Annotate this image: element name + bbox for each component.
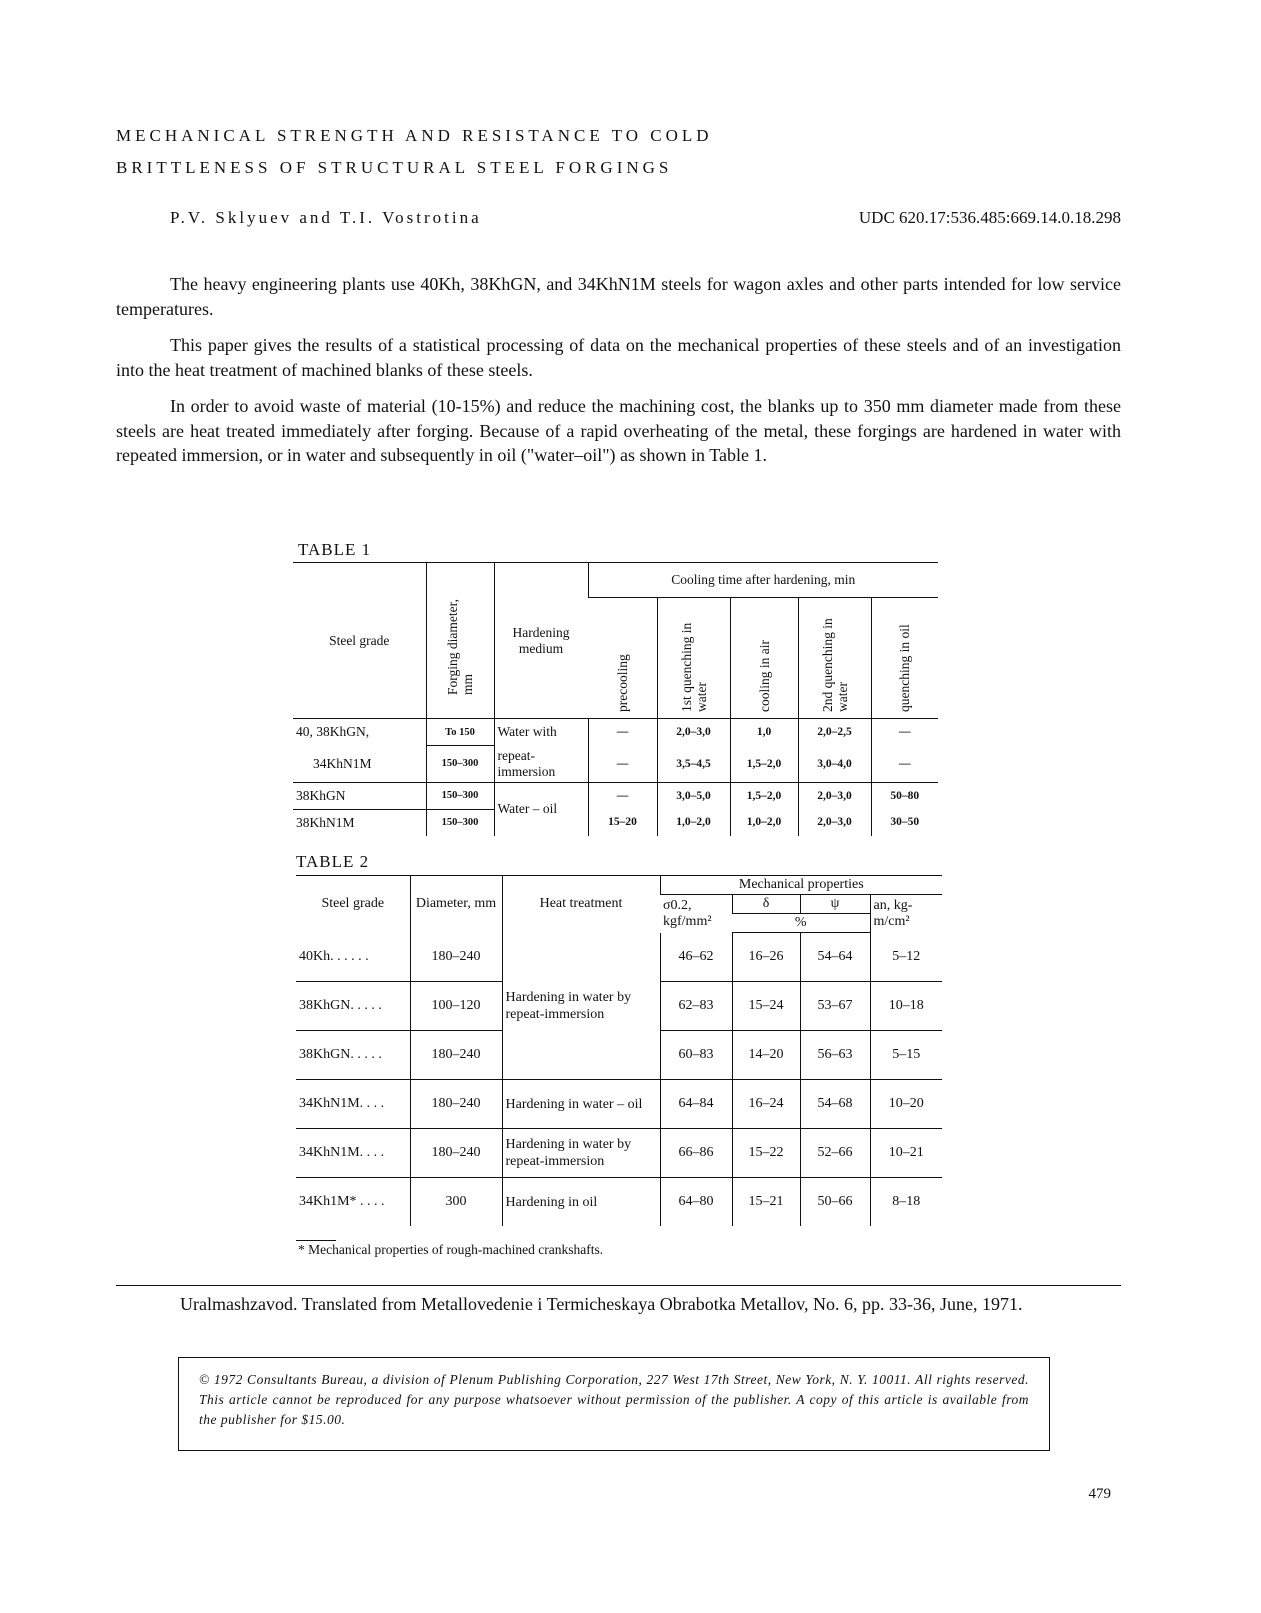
copyright-box: © 1972 Consultants Bureau, a division of Plenum Publishing Corporation, 227 West 17th Street, New York, N. Y. 10011. All rights reserved. This article cannot be reproduced for any purpose whatsoever without permission of the publisher. A copy of this article is available from the publisher for $15.00.: [178, 1357, 1050, 1451]
table1-caption: TABLE 1: [298, 540, 372, 559]
t1-header-steel-grade: Steel grade: [293, 563, 426, 719]
t1-header-cooling-group: Cooling time after hardening, min: [588, 563, 938, 598]
t2-header-mech-group: Mechanical properties: [660, 876, 942, 895]
table-row: 34KhN1M. . . . 180–240 Hardening in water by repeat-immersion 66–86 15–22 52–66 10–21: [296, 1129, 942, 1178]
t1-header-cooling-air: cooling in air: [730, 598, 798, 719]
table-row: 38KhGN. . . . . 100–120 62–83 15–24 53–67 10–18: [296, 982, 942, 1031]
authors: P.V. Sklyuev and T.I. Vostrotina: [170, 208, 482, 227]
t1-header-precooling: precooling: [588, 598, 657, 719]
udc-code: UDC 620.17:536.485:669.14.0.18.298: [858, 208, 1121, 227]
table-row: 34KhN1M. . . . 180–240 Hardening in water – oil 64–84 16–24 54–68 10–20: [296, 1080, 942, 1129]
source-note: Uralmashzavod. Translated from Metallovedenie i Termicheskaya Obrabotka Metallov, No. 6, pp. 33-36, June, 1971.: [180, 1294, 1023, 1314]
t2-header-diameter: Diameter, mm: [410, 876, 502, 933]
table-row: 34KhN1M 150–300 repeat-immersion — 3,5–4,5 1,5–2,0 3,0–4,0 —: [293, 746, 938, 783]
t2-header-an: an, kg-m/cm²: [870, 895, 942, 933]
t2-header-percent: %: [732, 914, 870, 933]
footnote-rule: [296, 1240, 336, 1241]
t2-header-heat-treatment: Heat treatment: [502, 876, 660, 933]
t1-header-hardening-medium: Hardening medium: [494, 563, 588, 719]
t2-header-sigma: σ0.2, kgf/mm²: [663, 897, 712, 929]
page-number: 479: [1088, 1486, 1111, 1502]
table-row: 38KhGN. . . . . 180–240 60–83 14–20 56–63 5–15: [296, 1031, 942, 1080]
t1-header-forging-diameter: Forging diameter, mm: [426, 563, 494, 719]
t1-header-quench-oil: quenching in oil: [871, 598, 938, 719]
paragraph: The heavy engineering plants use 40Kh, 38KhGN, and 34KhN1M steels for wagon axles and other parts intended for low service temperatures.: [116, 274, 1121, 319]
paragraph: This paper gives the results of a statistical processing of data on the mechanical properties of these steels and of an investigation into the heat treatment of machined blanks of these steels.: [116, 335, 1121, 380]
table2-footnote: * Mechanical properties of rough-machined crankshafts.: [298, 1242, 604, 1257]
table-row: 40Kh. . . . . . 180–240 Hardening in water by repeat-immersion 46–62 16–26 54–64 5–12: [296, 933, 942, 982]
title-line-2: BRITTLENESS OF STRUCTURAL STEEL FORGINGS: [116, 158, 673, 177]
article-title: [116, 120, 1016, 184]
table1: [293, 562, 938, 836]
article-body: [116, 272, 1121, 480]
t2-header-steel-grade: Steel grade: [296, 876, 410, 933]
t1-header-second-quench: 2nd quenching in water: [798, 598, 871, 719]
t2-header-psi: ψ: [800, 895, 870, 914]
paragraph: In order to avoid waste of material (10-15%) and reduce the machining cost, the blanks up to 350 mm diameter made from these steels are heat treated immediately after forging. Because of a rapid overheating of the metal, these forgings are hardened in water with repeated immersion, or in water and subsequently in oil ("water–oil") as shown in Table 1.: [116, 396, 1121, 465]
table-row: 38KhGN 150–300 Water – oil — 3,0–5,0 1,5–2,0 2,0–3,0 50–80: [293, 782, 938, 809]
table-row: 38KhN1M 150–300 15–20 1,0–2,0 1,0–2,0 2,0–3,0 30–50: [293, 809, 938, 836]
table-row: 40, 38KhGN, To 150 Water with — 2,0–3,0 1,0 2,0–2,5 —: [293, 719, 938, 746]
table-row: 34Kh1M* . . . . 300 Hardening in oil 64–80 15–21 50–66 8–18: [296, 1178, 942, 1227]
title-line-1: MECHANICAL STRENGTH AND RESISTANCE TO COLD: [116, 126, 713, 145]
t1-header-first-quench: 1st quenching in water: [657, 598, 730, 719]
section-divider: [116, 1285, 1121, 1286]
table2-caption: TABLE 2: [296, 852, 370, 871]
table2: [296, 875, 942, 1226]
t2-header-delta: δ: [732, 895, 800, 914]
